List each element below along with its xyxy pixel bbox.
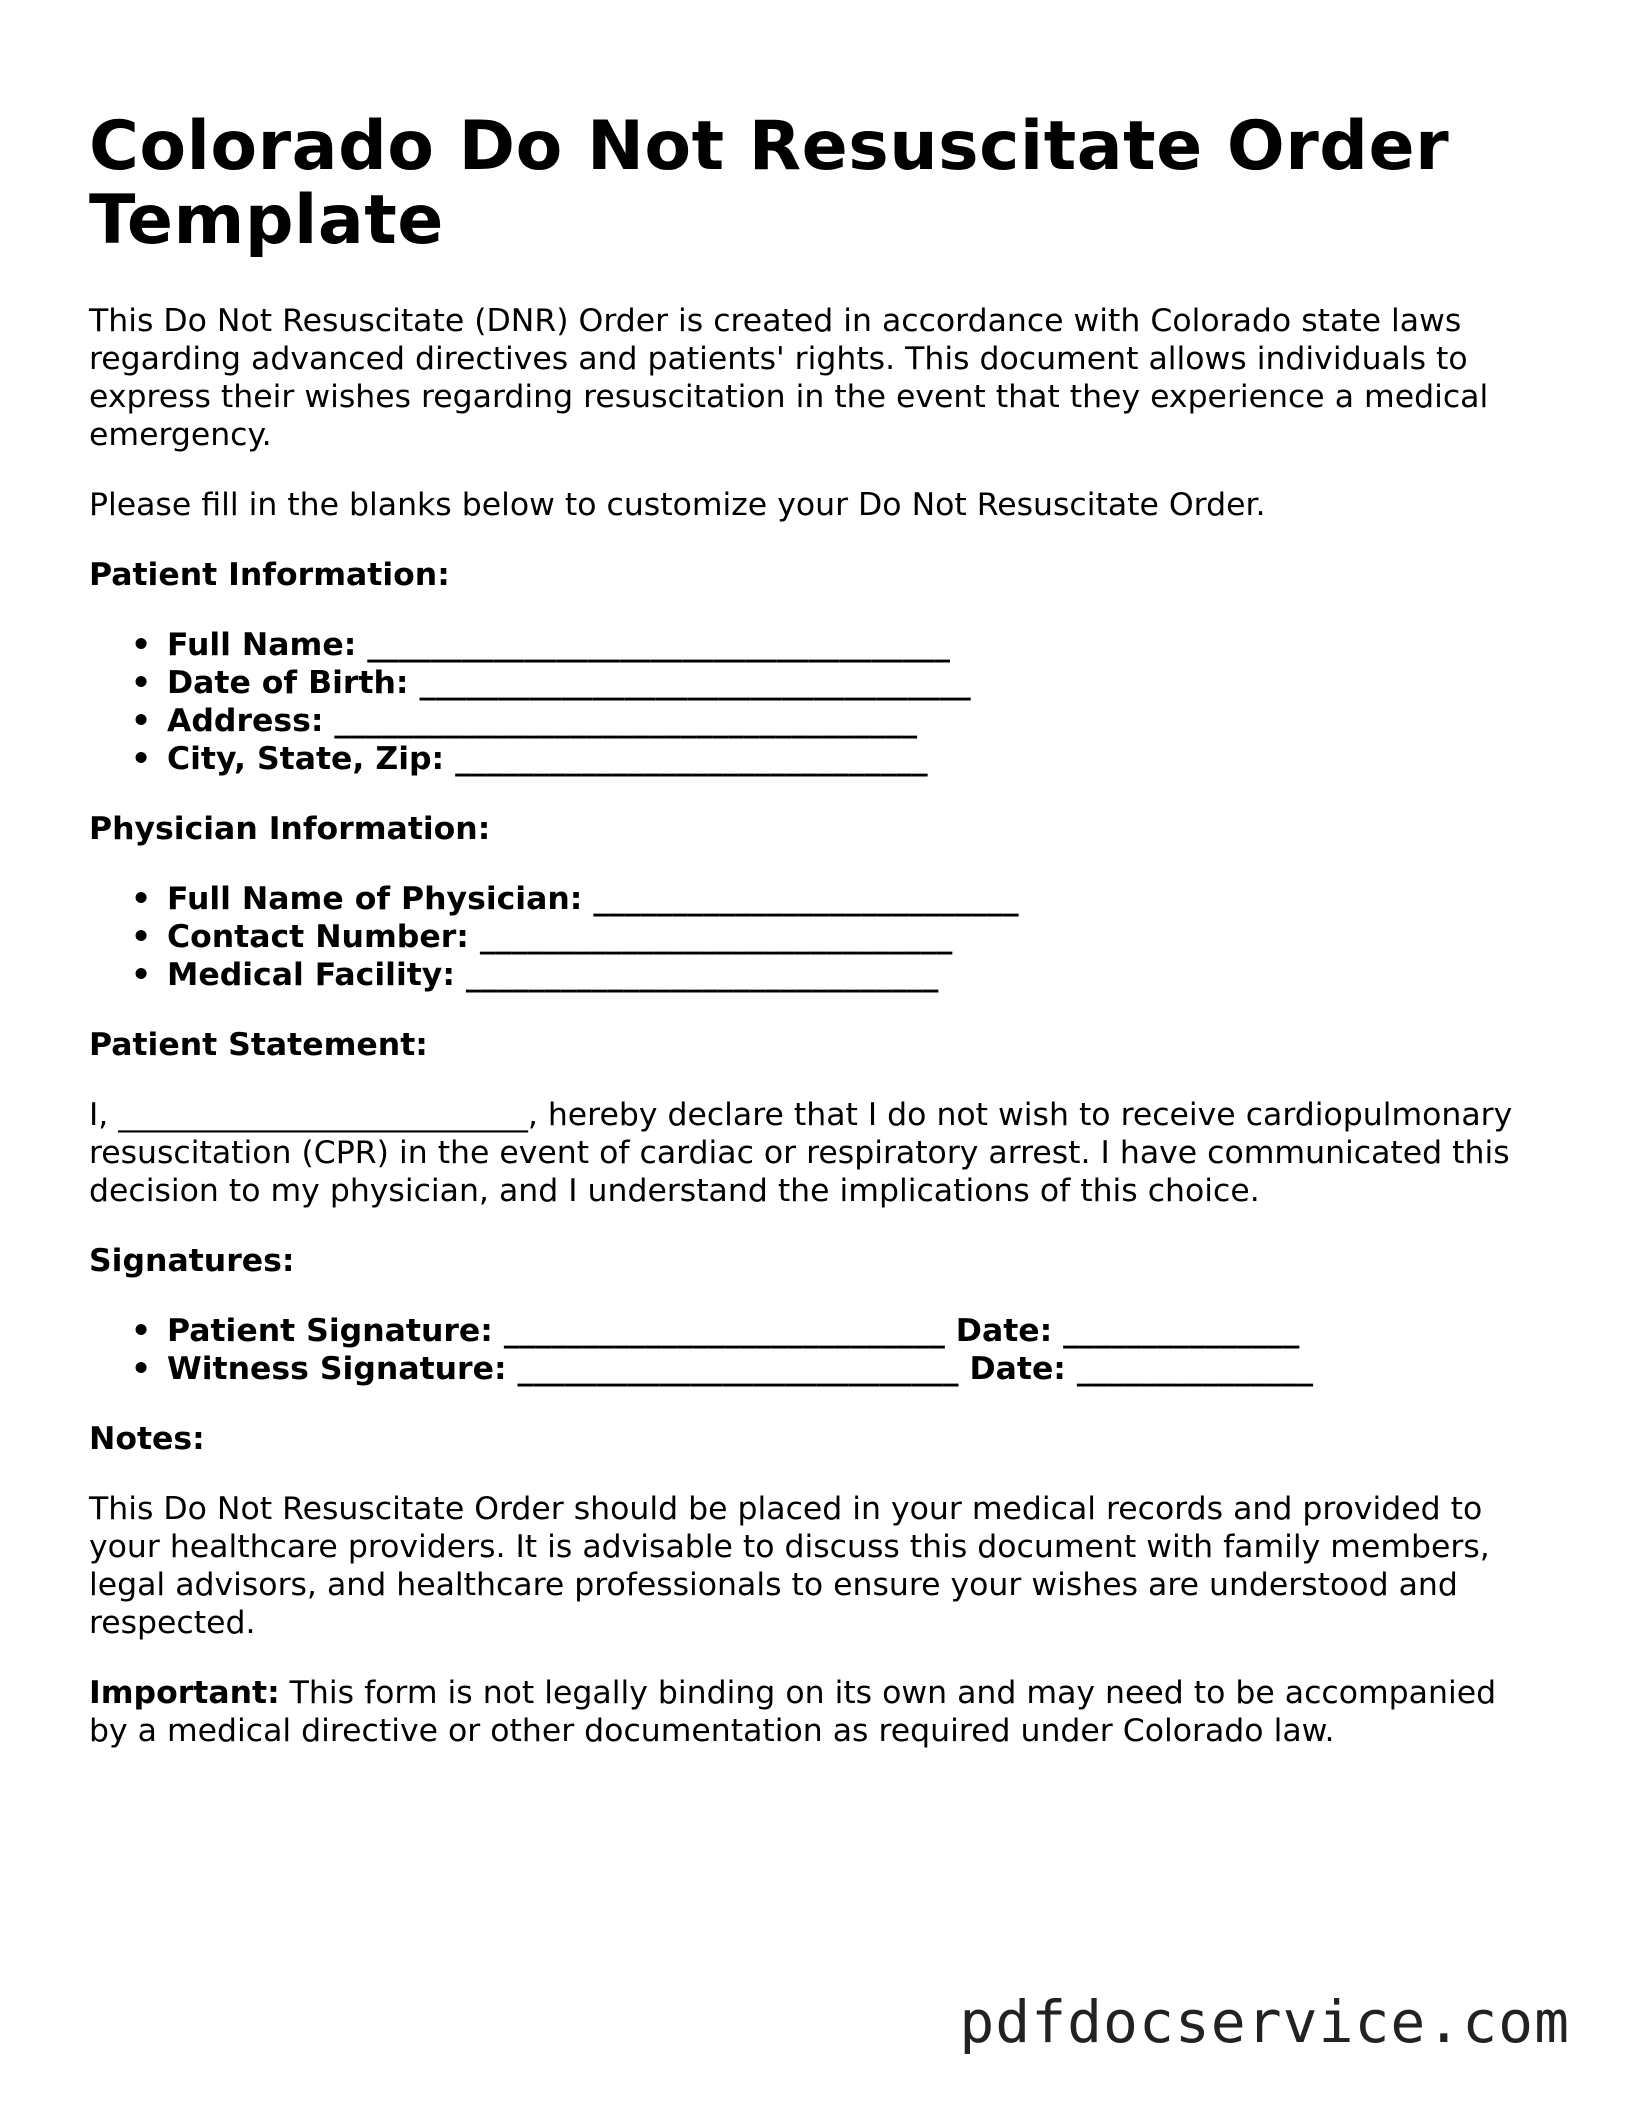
field-label: City, State, Zip: ______________________________ bbox=[167, 741, 928, 777]
bullet-icon: • bbox=[131, 1351, 152, 1387]
notes-text: This Do Not Resuscitate Order should be placed in your medical records and provided to your healthcare providers. It is advisable to discuss this document with family members, legal advisors, and healthcare professionals to ensure your wishes are understood and respected. bbox=[89, 1491, 1490, 1641]
patient-info-heading: Patient Information: bbox=[89, 557, 450, 593]
field-label: Medical Facility: ______________________________ bbox=[167, 957, 939, 993]
patient-full-name-field[interactable] bbox=[131, 626, 1529, 664]
physician-info-list bbox=[89, 880, 1529, 994]
patient-statement-text[interactable]: I, __________________________, hereby declare that I do not wish to receive cardiopulmonary resuscitation (CPR) in the event of cardiac or respiratory arrest. I have communicated this decision to my physician, and I understand the implications of this choice. bbox=[89, 1097, 1513, 1209]
patient-info-list bbox=[89, 626, 1529, 778]
bullet-icon: • bbox=[131, 957, 152, 993]
signatures-heading: Signatures: bbox=[89, 1243, 295, 1279]
field-label: Contact Number: ______________________________ bbox=[167, 919, 953, 955]
bullet-icon: • bbox=[131, 627, 152, 663]
bullet-icon: • bbox=[131, 741, 152, 777]
bullet-icon: • bbox=[131, 881, 152, 917]
field-label: Full Name: _____________________________________ bbox=[167, 627, 951, 663]
bullet-icon: • bbox=[131, 1313, 152, 1349]
intro-paragraph: This Do Not Resuscitate (DNR) Order is created in accordance with Colorado state laws regarding advanced directives and patients' rights. This document allows individuals to express their wishes regarding resuscitation in the event that they experience a medical emergency. bbox=[89, 303, 1489, 453]
patient-dob-field[interactable] bbox=[131, 664, 1529, 702]
watermark: pdfdocservice.com bbox=[959, 1988, 1570, 2056]
field-label: Patient Signature: ____________________________ Date: _______________ bbox=[167, 1313, 1300, 1349]
physician-info-heading: Physician Information: bbox=[89, 811, 491, 847]
patient-city-state-zip-field[interactable] bbox=[131, 740, 1529, 778]
physician-name-field[interactable] bbox=[131, 880, 1529, 918]
field-label: Witness Signature: ____________________________ Date: _______________ bbox=[167, 1351, 1314, 1387]
field-label: Date of Birth: ___________________________________ bbox=[167, 665, 971, 701]
bullet-icon: • bbox=[131, 665, 152, 701]
important-text: This form is not legally binding on its own and may need to be accompanied by a medical directive or other documentation as required under Colorado law. bbox=[89, 1675, 1497, 1749]
important-label: Important: bbox=[89, 1675, 280, 1711]
medical-facility-field[interactable] bbox=[131, 956, 1529, 994]
physician-contact-field[interactable] bbox=[131, 918, 1529, 956]
signatures-list bbox=[89, 1312, 1529, 1388]
witness-signature-field[interactable] bbox=[131, 1350, 1529, 1388]
patient-signature-field[interactable] bbox=[131, 1312, 1529, 1350]
patient-address-field[interactable] bbox=[131, 702, 1529, 740]
notes-heading: Notes: bbox=[89, 1421, 205, 1457]
document-page bbox=[89, 107, 1529, 1750]
patient-statement-heading: Patient Statement: bbox=[89, 1027, 428, 1063]
field-label: Full Name of Physician: ___________________________ bbox=[167, 881, 1019, 917]
important-note bbox=[89, 1674, 1529, 1750]
fill-instructions: Please fill in the blanks below to customize your Do Not Resuscitate Order. bbox=[89, 487, 1266, 523]
field-label: Address: _____________________________________ bbox=[167, 703, 918, 739]
page-title: Colorado Do Not Resuscitate Order Template bbox=[89, 107, 1450, 260]
bullet-icon: • bbox=[131, 919, 152, 955]
bullet-icon: • bbox=[131, 703, 152, 739]
